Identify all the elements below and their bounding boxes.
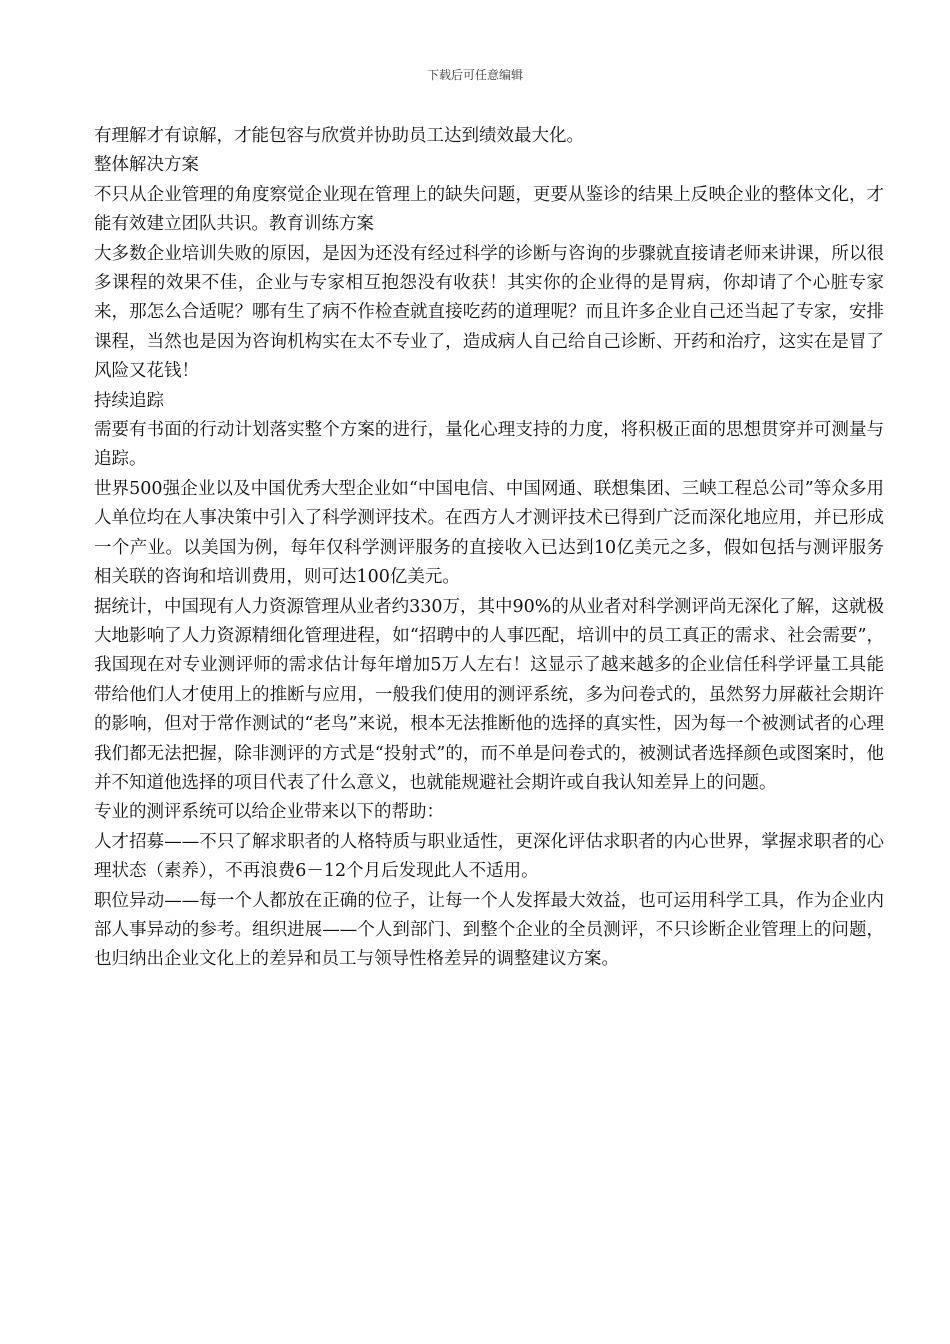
page-header: 下载后可任意编辑 xyxy=(426,68,523,82)
paragraph-recruitment: 人才招募——不只了解求职者的人格特质与职业适性，更深化评估求职者的内心世界，掌握求职者的心理状态（素养），不再浪费6－12个月后发现此人不适用。 xyxy=(94,831,884,882)
document-body xyxy=(94,122,884,975)
paragraph-fortune500: 世界500强企业以及中国优秀大型企业如“中国电信、中国网通、联想集团、三峡工程总公司”等众多用人单位均在人事决策中引入了科学测评技术。在西方人才测评技术已得到广泛而深化地应用，并已形成一个产业。以美国为例，每年仅科学测评服务的直接收入已达到10亿美元之多，假如包括与测评服务相关联的咨询和培训费用，则可达100亿美元。 xyxy=(94,478,884,588)
paragraph-training-failure: 大多数企业培训失败的原因，是因为还没有经过科学的诊断与咨询的步骤就直接请老师来讲课，所以很多课程的效果不佳，企业与专家相互抱怨没有收获！其实你的企业得的是胃病，你却请了个心脏专家来，那怎么合适呢？哪有生了病不作检查就直接吃药的道理呢？而且许多企业自己还当起了专家，安排课程，当然也是因为咨询机构实在太不专业了，造成病人自己给自己诊断、开药和治疗，这实在是冒了风险又花钱！ xyxy=(94,243,884,382)
paragraph-overall-solution: 不只从企业管理的角度察觉企业现在管理上的缺失问题，更要从鉴诊的结果上反映企业的整体文化，才能有效建立团队共识。教育训练方案 xyxy=(94,184,884,235)
heading-overall-solution: 整体解决方案 xyxy=(94,155,199,176)
paragraph-benefits-intro: 专业的测评系统可以给企业带来以下的帮助： xyxy=(94,802,444,823)
paragraph-statistics: 据统计，中国现有人力资源管理从业者约330万，其中90%的从业者对科学测评尚无深化了解，这就极大地影响了人力资源精细化管理进程，如“招聘中的人事匹配，培训中的员工真正的需求、社会需要”，我国现在对专业测评师的需求估计每年增加5万人左右！这显示了越来越多的企业信任科学评量工具能带给他们人才使用上的推断与应用，一般我们使用的测评系统，多为问卷式的，虽然努力屏蔽社会期许的影响，但对于常作测试的“老鸟”来说，根本无法推断他的选择的真实性，因为每一个被测试者的心理我们都无法把握，除非测评的方式是“投射式”的，而不单是问卷式的，被测试者选择颜色或图案时，他并不知道他选择的项目代表了什么意义，也就能规避社会期许或自我认知差异上的问题。 xyxy=(94,596,884,793)
heading-continuous-tracking: 持续追踪 xyxy=(94,390,164,411)
paragraph-understanding: 有理解才有谅解，才能包容与欣赏并协助员工达到绩效最大化。 xyxy=(94,126,584,146)
paragraph-job-transfer: 职位异动——每一个人都放在正确的位子，让每一个人发挥最大效益，也可运用科学工具，作为企业内部人事异动的参考。组织进展——个人到部门、到整个企业的全员测评，不只诊断企业管理上的问题，也归纳出企业文化上的差异和员工与领导性格差异的调整建议方案。 xyxy=(94,890,884,970)
paragraph-continuous-tracking: 需要有书面的行动计划落实整个方案的进行，量化心理支持的力度，将积极正面的思想贯穿并可测量与追踪。 xyxy=(94,420,884,470)
